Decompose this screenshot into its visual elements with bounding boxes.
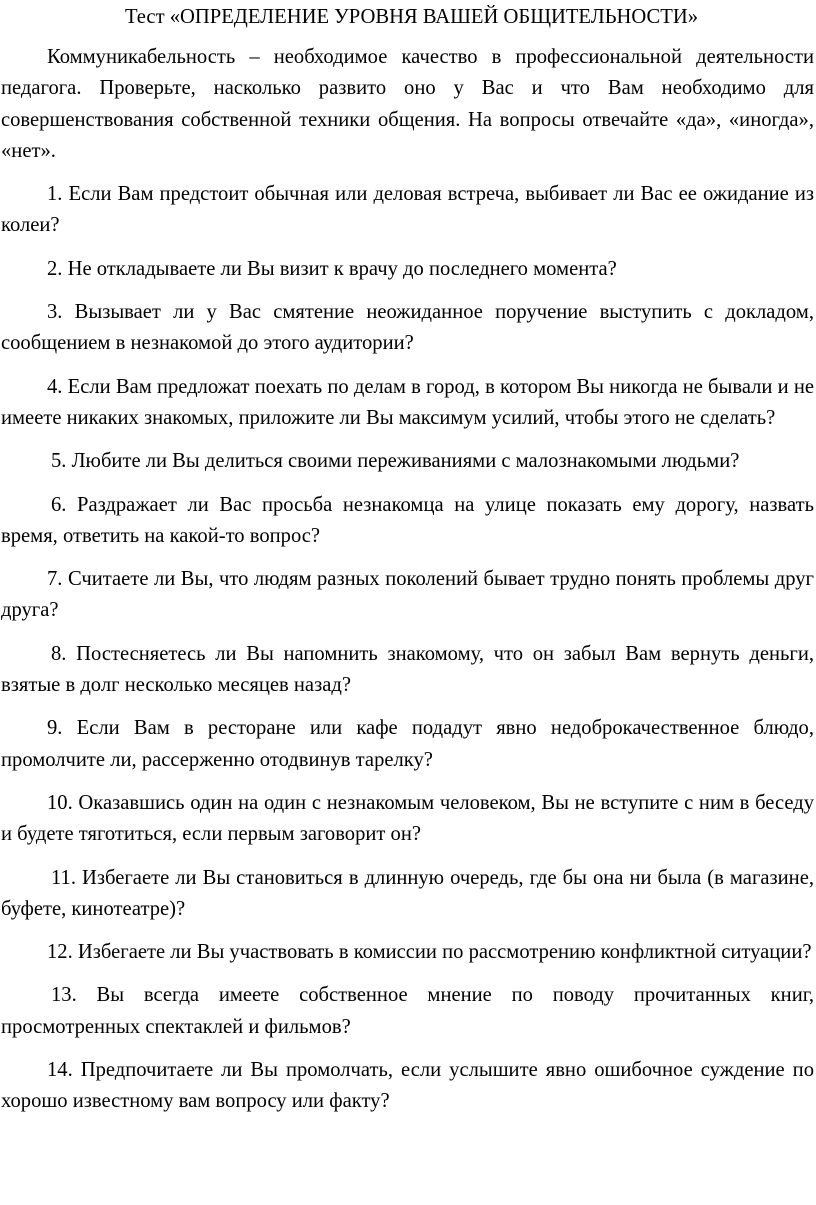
question-item: 6. Раздражает ли Вас просьба незнакомца на улице показать ему дорогу, назвать время, ответить на какой-то вопрос? (1, 493, 814, 547)
question-item: 1. Если Вам предстоит обычная или деловая встреча, выбивает ли Вас ее ожидание из колеи? (1, 183, 814, 237)
question-item: 13. Вы всегда имеете собственное мнение по поводу прочитанных книг, просмотренных спектаклей и фильмов? (1, 984, 814, 1038)
question-list (1, 179, 814, 1117)
question-item: 12. Избегаете ли Вы участвовать в комиссии по рассмотрению конфликтной ситуации? (47, 941, 812, 964)
question-item: 2. Не откладываете ли Вы визит к врачу до последнего момента? (47, 257, 617, 280)
question-item: 7. Считаете ли Вы, что людям разных поколений бывает трудно понять проблемы друг друга? (1, 568, 814, 622)
question-item: 14. Предпочитаете ли Вы промолчать, если услышите явно ошибочное суждение по хорошо известному вам вопросу или факту? (1, 1059, 814, 1113)
question-item: 10. Оказавшись один на один с незнакомым человеком, Вы не вступите с ним в беседу и будете тяготиться, если первым заговорит он? (1, 791, 814, 846)
question-item: 11. Избегаете ли Вы становиться в длинную очередь, где бы она ни была (в магазине, буфете, кинотеатре)? (1, 866, 814, 920)
question-item: 5. Любите ли Вы делиться своими переживаниями с малознакомыми людьми? (51, 450, 740, 473)
question-item: 9. Если Вам в ресторане или кафе подадут явно недоброкачественное блюдо, промолчите ли, рассерженно отодвинув тарелку? (1, 717, 814, 771)
question-item: 8. Постесняетесь ли Вы напомнить знакомому, что он забыл Вам вернуть деньги, взятые в долг несколько месяцев назад? (1, 642, 814, 697)
intro-paragraph: Коммуникабельность – необходимое качество в профессиональной деятельности педагога. Проверьте, насколько развито оно у Вас и что Вам необходимо для совершенствования собственной техники общения. На вопросы отвечайте «да», «иногда», «нет». (1, 46, 814, 162)
question-item: 4. Если Вам предложат поехать по делам в город, в котором Вы никогда не бывали и не имеете никаких знакомых, приложите ли Вы максимум усилий, чтобы этого не сделать? (1, 375, 814, 429)
document-title: Тест «ОПРЕДЕЛЕНИЕ УРОВНЯ ВАШЕЙ ОБЩИТЕЛЬНОСТИ» (124, 6, 699, 28)
question-item: 3. Вызывает ли у Вас смятение неожиданное поручение выступить с докладом, сообщением в незнакомой до этого аудитории? (1, 301, 814, 355)
